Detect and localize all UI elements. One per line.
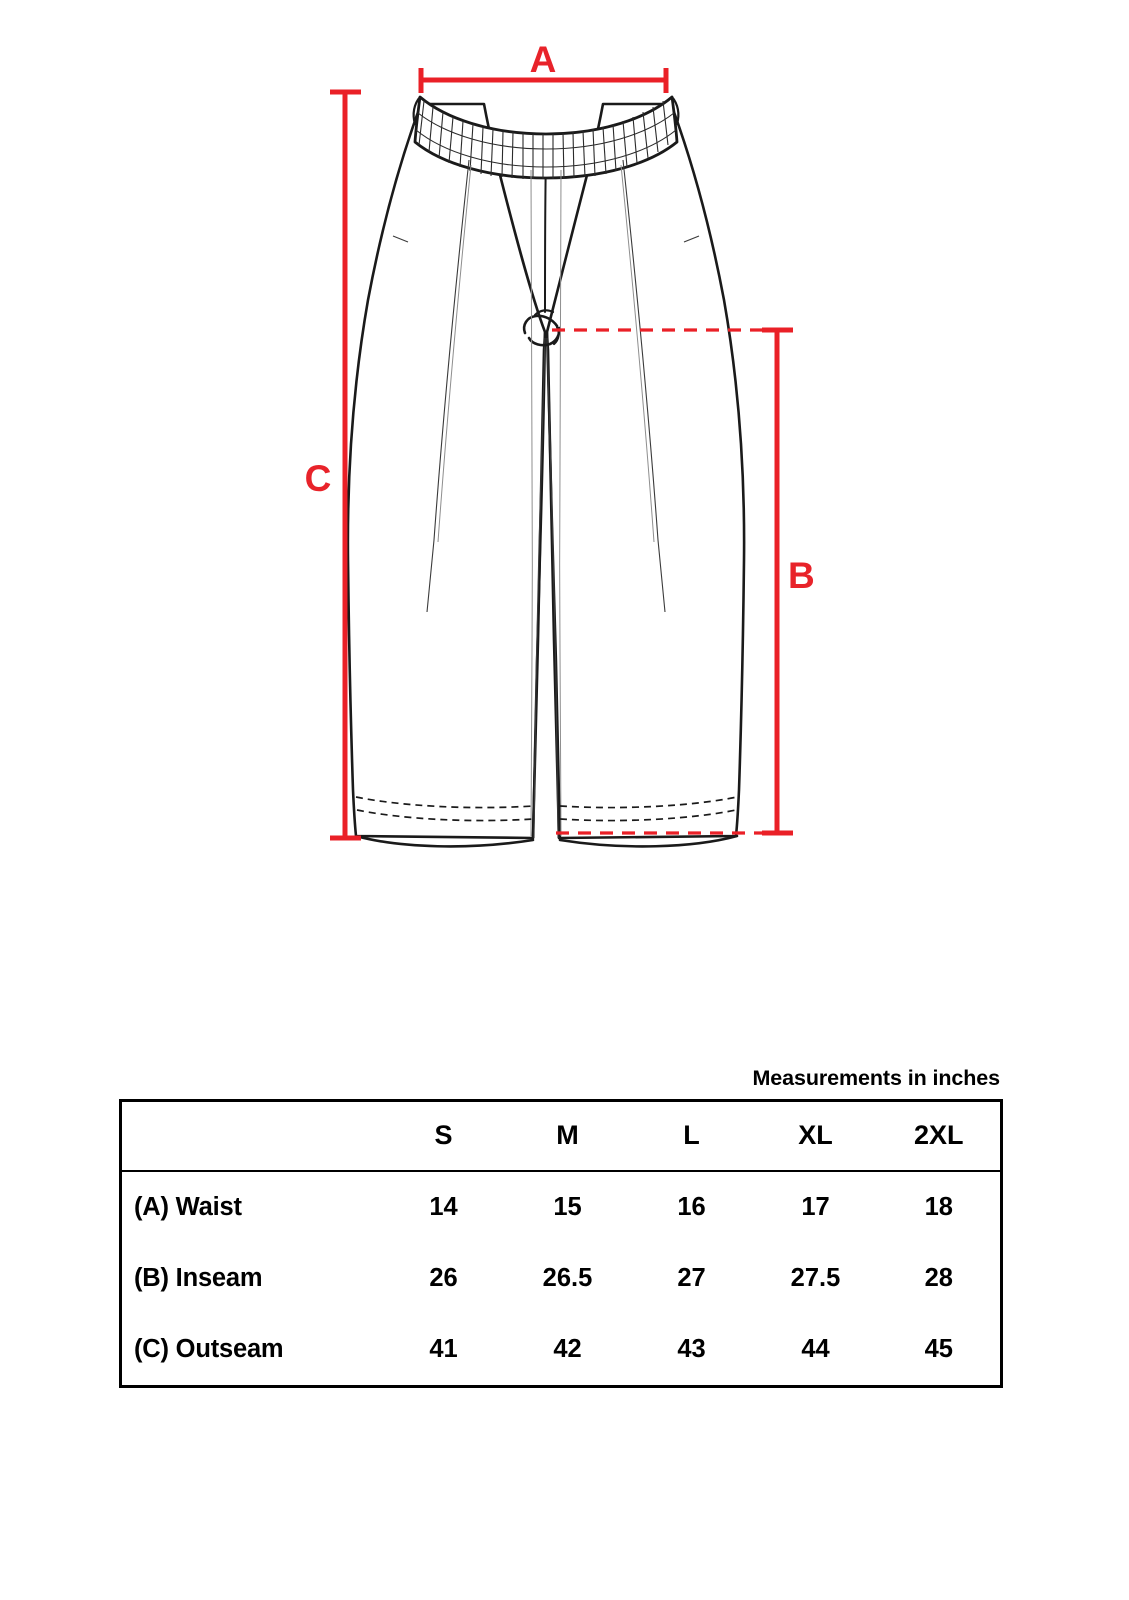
waist-value-s: 14 bbox=[429, 1192, 458, 1221]
waist-value-xl: 17 bbox=[801, 1192, 830, 1221]
table-corner-cell bbox=[121, 1101, 382, 1171]
size-header-m: M bbox=[506, 1101, 630, 1171]
inseam-value-s: 26 bbox=[429, 1264, 458, 1292]
size-header-l: L bbox=[630, 1101, 754, 1171]
inseam-value-m: 26.5 bbox=[542, 1264, 593, 1292]
row-label-inseam: (B) Inseam bbox=[134, 1264, 263, 1292]
table-row bbox=[121, 1243, 1002, 1315]
inseam-value-xl: 27.5 bbox=[790, 1264, 841, 1292]
inseam-value-l: 27 bbox=[677, 1264, 706, 1292]
table-row bbox=[121, 1315, 1002, 1387]
outseam-value-2xl: 45 bbox=[924, 1335, 953, 1364]
dimension-label-c: C bbox=[304, 458, 332, 499]
table-header-row bbox=[121, 1101, 1002, 1171]
size-header-2xl: 2XL bbox=[878, 1101, 1002, 1171]
waist-value-2xl: 18 bbox=[924, 1192, 953, 1221]
size-header-s: S bbox=[382, 1101, 506, 1171]
outseam-value-xl: 44 bbox=[801, 1335, 830, 1364]
waist-value-m: 15 bbox=[553, 1192, 582, 1221]
dimension-label-a: A bbox=[529, 39, 557, 80]
row-label-waist: (A) Waist bbox=[134, 1192, 242, 1221]
outseam-value-l: 43 bbox=[677, 1335, 706, 1364]
table-row bbox=[121, 1171, 1002, 1243]
outseam-value-m: 42 bbox=[553, 1335, 582, 1364]
size-chart-table bbox=[119, 1099, 1003, 1388]
dimension-label-b: B bbox=[788, 555, 815, 596]
outseam-value-s: 41 bbox=[429, 1335, 458, 1364]
row-label-outseam: (C) Outseam bbox=[134, 1335, 284, 1364]
inseam-value-2xl: 28 bbox=[924, 1264, 953, 1292]
waist-value-l: 16 bbox=[677, 1192, 706, 1221]
size-header-xl: XL bbox=[754, 1101, 878, 1171]
measurements-unit-caption: Measurements in inches bbox=[752, 1066, 1000, 1090]
